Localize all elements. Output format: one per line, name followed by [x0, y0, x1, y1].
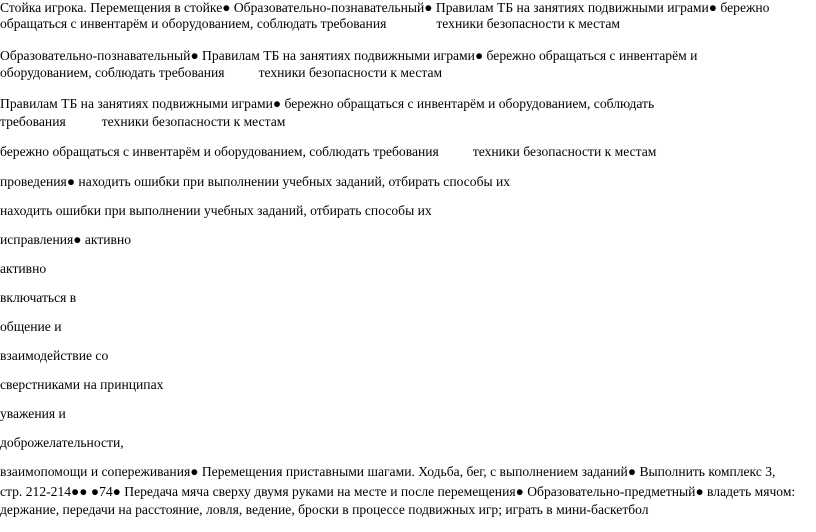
text-line [0, 144, 656, 160]
text-line: активно [0, 261, 47, 276]
text-line: проведения● находить ошибки при выполнении учебных заданий, отбирать способы их [0, 174, 511, 189]
text-fragment: техники безопасности к местам [472, 144, 657, 159]
text-fragment: техники безопасности к местам [101, 114, 286, 129]
text-line: стр. 212-214●● ●74● Передача мяча сверху двумя руками на месте и после перемещения● Образовательно-предметный● владеть мячом: [0, 484, 796, 499]
text-fragment: требования [0, 114, 66, 129]
text-line: доброжелательности, [0, 435, 124, 450]
text-line: общение и [0, 319, 62, 334]
text-line: включаться в [0, 290, 77, 305]
text-line [0, 65, 442, 81]
text-line: находить ошибки при выполнении учебных заданий, отбирать способы их [0, 203, 432, 218]
text-line: Образовательно-познавательный● Правилам ТБ на занятиях подвижными играми● бережно обращаться с инвентарём и [0, 48, 698, 63]
text-line: Стойка игрока. Перемещения в стойке● Образовательно-познавательный● Правилам ТБ на занятиях подвижными играми● бережно [0, 0, 770, 15]
text-line: исправления● активно [0, 232, 132, 247]
text-line: уважения и [0, 406, 66, 421]
text-fragment: обращаться с инвентарём и оборудованием, соблюдать требования [0, 16, 387, 31]
text-line: взаимодействие со [0, 348, 109, 363]
text-fragment: оборудованием, соблюдать требования [0, 65, 225, 80]
text-line: Правилам ТБ на занятиях подвижными играми● бережно обращаться с инвентарём и оборудованием, соблюдать [0, 96, 655, 111]
text-fragment: техники безопасности к местам [258, 65, 443, 80]
text-fragment: бережно обращаться с инвентарём и оборудованием, соблюдать требования [0, 144, 439, 159]
text-line [0, 114, 285, 130]
text-line: взаимопомощи и сопереживания● Перемещения приставными шагами. Ходьба, бег, с выполнением заданий● Выполнить комплекс 3, [0, 464, 776, 479]
text-line: держание, передачи на расстояние, ловля, ведение, броски в процессе подвижных игр; играть в мини-баскетбол [0, 502, 649, 517]
text-fragment: техники безопасности к местам [436, 16, 620, 31]
text-line: сверстниками на принципах [0, 377, 164, 392]
text-line [0, 16, 620, 32]
